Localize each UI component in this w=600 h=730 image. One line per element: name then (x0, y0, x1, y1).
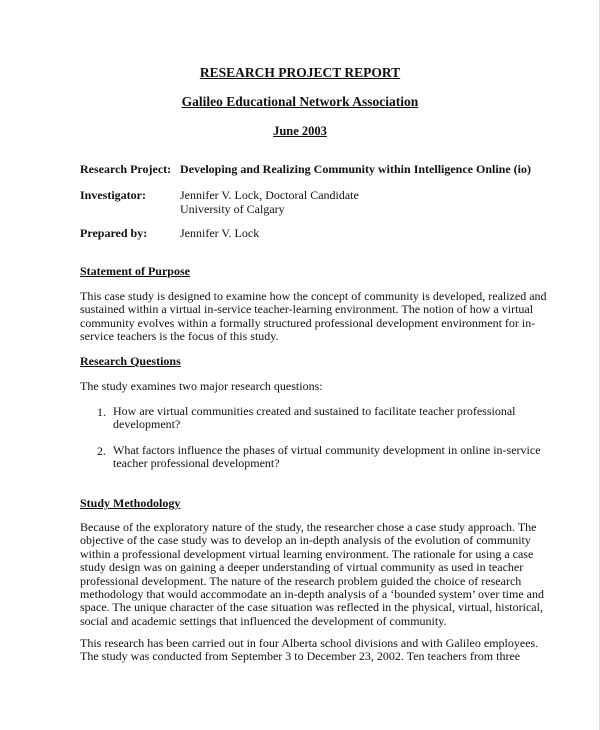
questions-intro: The study examines two major research questions: (80, 379, 323, 393)
paragraph-line: professional development. The nature of the research problem guided the choice of research (80, 573, 522, 588)
paragraph-line: social and academic settings that influenced the development of community. (80, 613, 447, 628)
investigator-affiliation: University of Calgary (180, 202, 285, 216)
report-date: June 2003 (273, 124, 327, 138)
questions-heading: Research Questions (80, 354, 181, 368)
paragraph-line: space. The unique character of the case situation was reflected in the physical, virtual, historical, (80, 600, 543, 615)
paragraph-line: Because of the exploratory nature of the study, the researcher chose a case study approach. The (80, 520, 537, 534)
paragraph-line: sustained within a virtual in-service teacher-learning environment. The notion of how a virtual (80, 302, 534, 317)
list-item-line: development? (113, 417, 181, 432)
organization-name: Galileo Educational Network Association (181, 94, 419, 109)
list-item-line: How are virtual communities created and sustained to facilitate teacher professional (113, 404, 516, 418)
prepared-by-value: Jennifer V. Lock (180, 226, 260, 240)
paragraph-line: study design was on gaining a deeper understanding of virtual community as used in teacher (80, 560, 524, 575)
methodology-paragraph-2 (80, 636, 539, 664)
list-item (113, 405, 516, 432)
list-item-number: 2. (97, 444, 106, 458)
project-value: Developing and Realizing Community within Intelligence Online (io) (180, 162, 532, 176)
list-item-line: teacher professional development? (113, 456, 280, 471)
methodology-paragraph-1 (80, 520, 544, 628)
list-item-line: What factors influence the phases of virtual community development in online in-service (113, 443, 541, 457)
paragraph-line: service teachers is the focus of this study. (80, 329, 279, 344)
paragraph-line: methodology that would accommodate an in-depth analysis of a ‘bounded system’ over time and (80, 587, 544, 602)
project-label: Research Project: (80, 162, 172, 176)
paragraph-line: This research has been carried out in four Alberta school divisions and with Galileo employees. (80, 636, 539, 650)
paragraph-line: The study was conducted from September 3 to December 23, 2002. Ten teachers from three (80, 649, 521, 664)
prepared-by-label: Prepared by: (80, 226, 148, 240)
investigator-name: Jennifer V. Lock, Doctoral Candidate (180, 188, 359, 202)
paragraph-line: This case study is designed to examine how the concept of community is developed, realized and (80, 289, 547, 303)
purpose-heading: Statement of Purpose (80, 264, 190, 278)
paragraph-line: within a professional development virtual learning environment. The rationale for using a case (80, 546, 534, 561)
methodology-heading: Study Methodology (80, 496, 181, 510)
purpose-paragraph (80, 289, 547, 344)
report-title: RESEARCH PROJECT REPORT (199, 65, 401, 80)
paragraph-line: community evolves within a formally structured professional development environment for in- (80, 315, 536, 330)
list-item (113, 444, 541, 471)
paragraph-line: objective of the case study was to develop an in-depth analysis of the evolution of community (80, 533, 531, 548)
list-item-number: 1. (97, 405, 106, 419)
investigator-label: Investigator: (80, 188, 146, 202)
